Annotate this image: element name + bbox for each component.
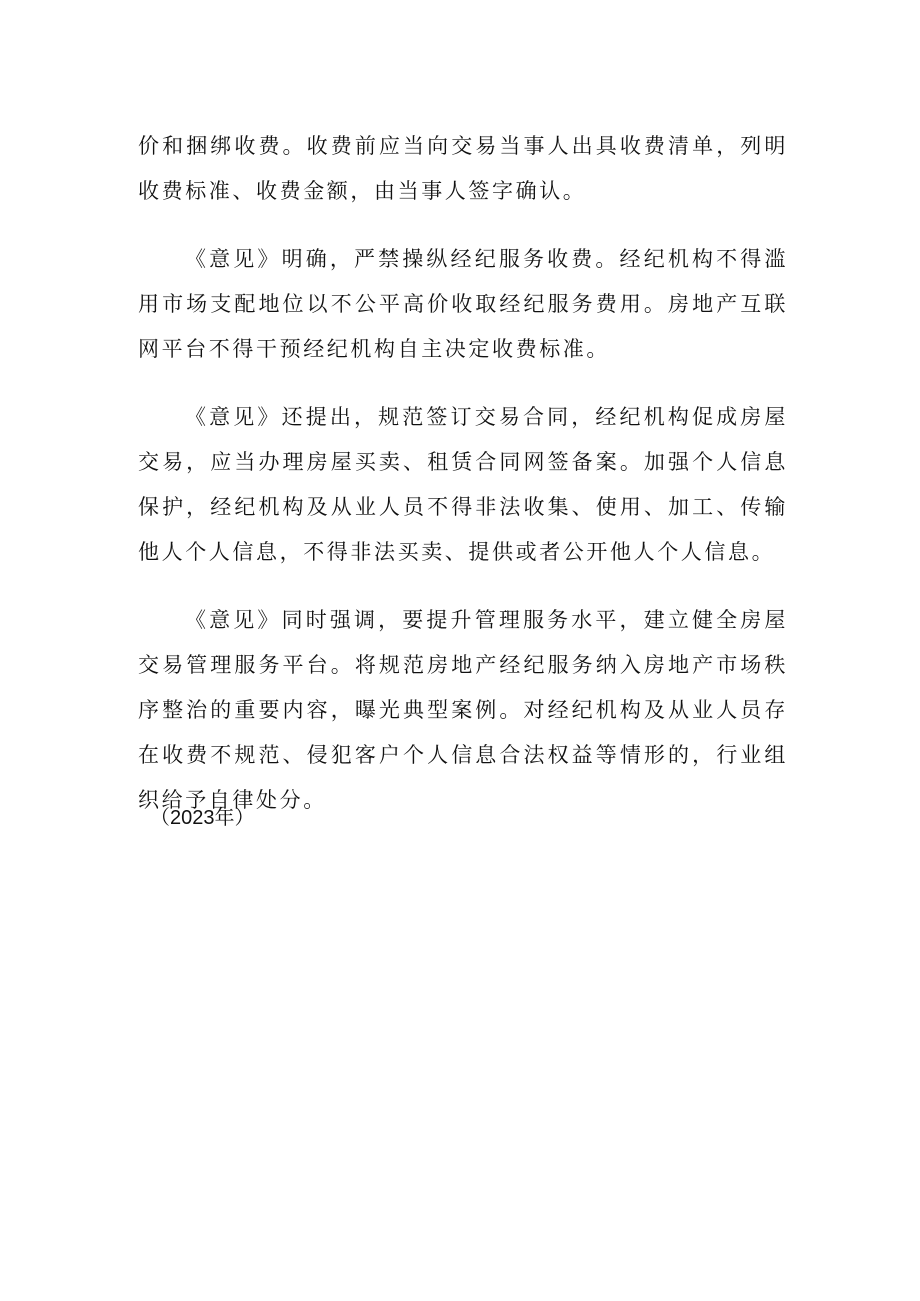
paragraph-fee-manipulation: 《意见》明确，严禁操纵经纪服务收费。经纪机构不得滥用市场支配地位以不公平高价收取经纪服务费用。房地产互联网平台不得干预经纪机构自主决定收费标准。 — [138, 247, 788, 361]
paragraph-contract-privacy: 《意见》还提出，规范签订交易合同，经纪机构促成房屋交易，应当办理房屋买卖、租赁合同网签备案。加强个人信息保护，经纪机构及从业人员不得非法收集、使用、加工、传输他人个人信息，不得非法买卖、提供或者公开他人个人信息。 — [138, 405, 788, 564]
paragraph-continuation: 价和捆绑收费。收费前应当向交易当事人出具收费清单，列明收费标准、收费金额，由当事人签字确认。 — [138, 134, 788, 203]
paragraph-management-service: 《意见》同时强调，要提升管理服务水平，建立健全房屋交易管理服务平台。将规范房地产经纪服务纳入房地产市场秩序整治的重要内容，曝光典型案例。对经纪机构及从业人员存在收费不规范、侵犯客户个人信息合法权益等情形的，行业组织给予自律处分。 — [138, 608, 788, 812]
document-body — [138, 124, 788, 823]
year-note: （2023年） — [150, 807, 255, 829]
